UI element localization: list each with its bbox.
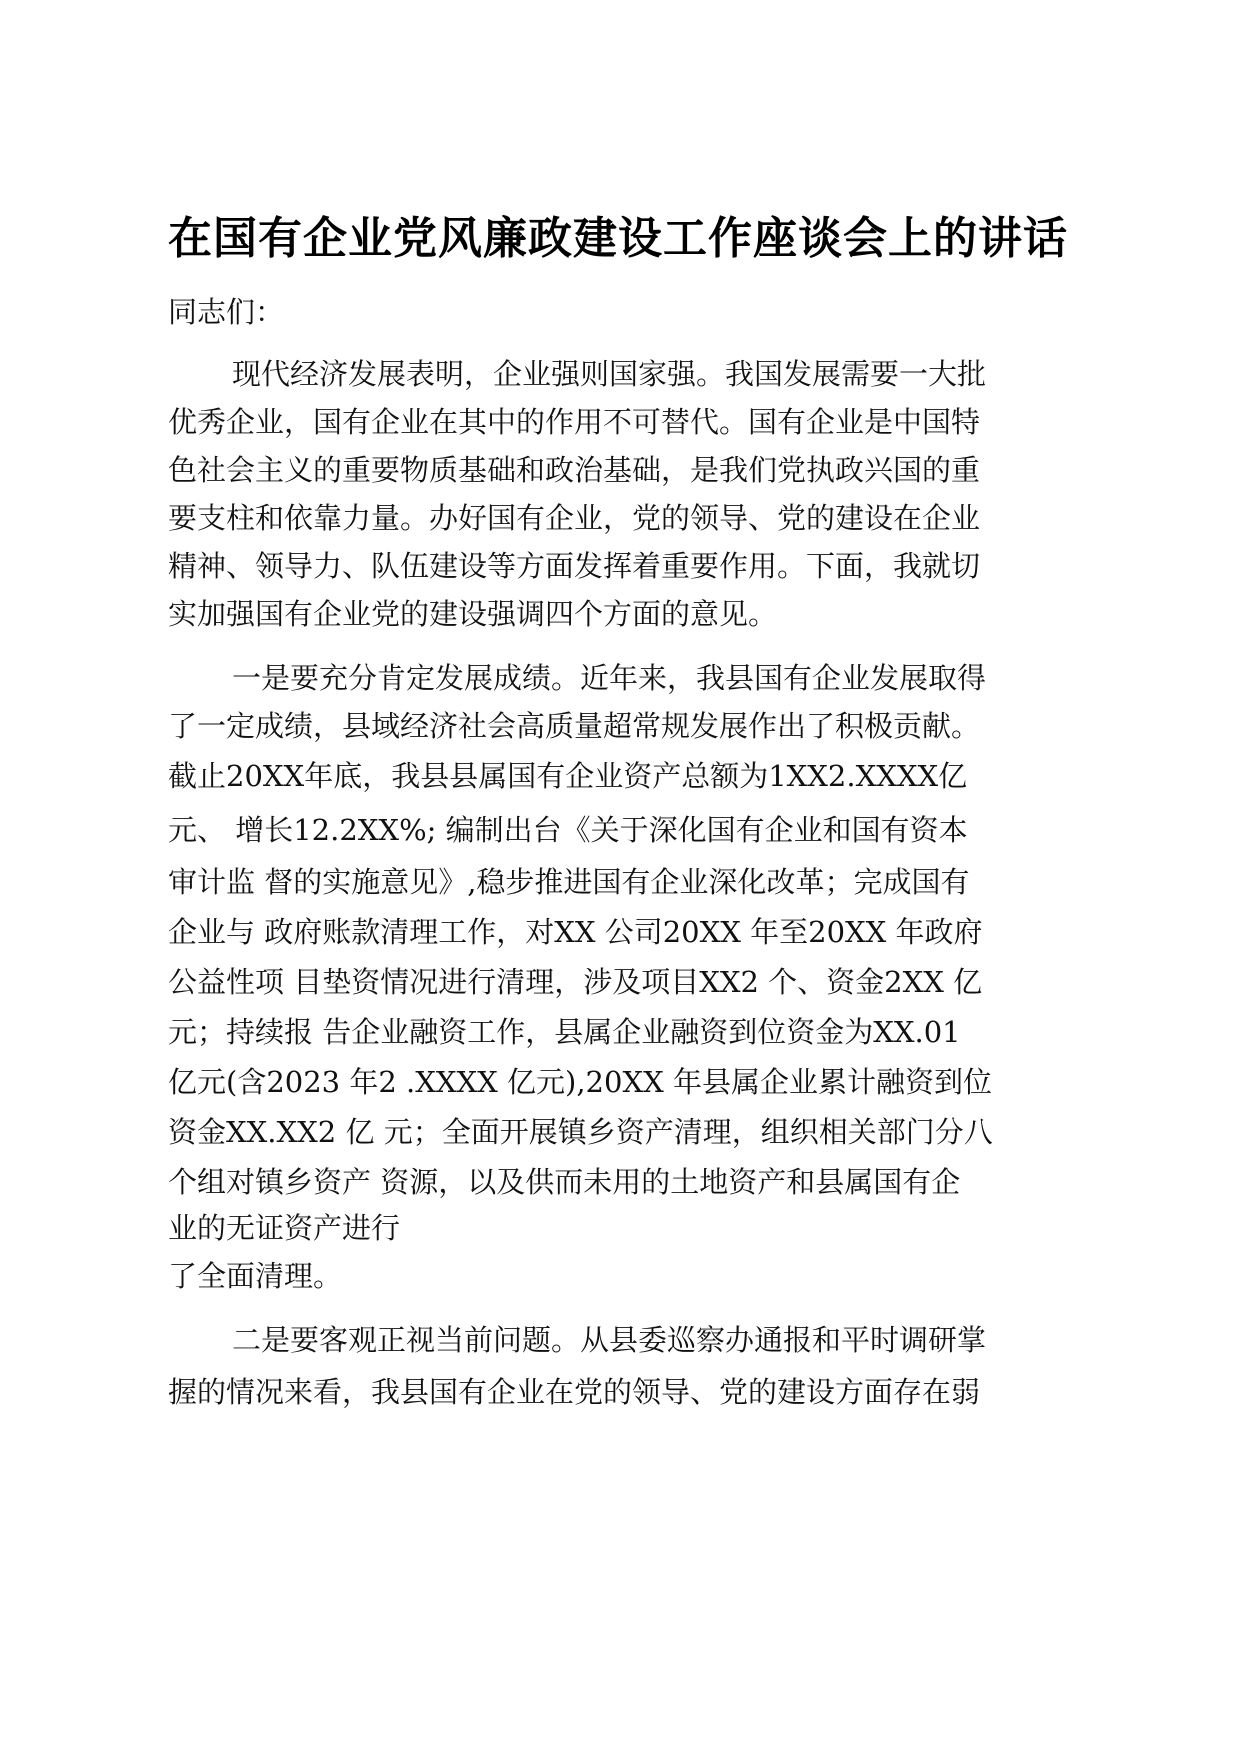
- paragraph-1-line-4: 要支柱和依靠力量。办好国有企业，党的领导、党的建设在企业: [168, 501, 981, 535]
- paragraph-3-line-1: 二是要客观正视当前问题。从县委巡察办通报和平时调研掌: [232, 1323, 987, 1357]
- paragraph-2-line-5: 审计监 督的实施意见》,稳步推进国有企业深化改革；完成国有: [168, 865, 970, 899]
- paragraph-2-line-2: 了一定成绩，县域经济社会高质量超常规发展作出了积极贡献。: [168, 709, 981, 743]
- paragraph-2-line-9: 亿元(含2023 年2 .XXXX 亿元),20XX 年县属企业累计融资到位: [168, 1065, 992, 1099]
- paragraph-1-line-3: 色社会主义的重要物质基础和政治基础，是我们党执政兴国的重: [168, 453, 981, 487]
- paragraph-2-line-1: 一是要充分肯定发展成绩。近年来，我县国有企业发展取得: [232, 661, 987, 695]
- paragraph-2-line-7: 公益性项 目垫资情况进行清理，涉及项目XX2 个、资金2XX 亿: [168, 965, 983, 999]
- paragraph-2-line-13: 了全面清理。: [168, 1259, 343, 1293]
- paragraph-1-line-6: 实加强国有企业党的建设强调四个方面的意见。: [168, 597, 778, 631]
- paragraph-2-line-11: 个组对镇乡资产 资源，以及供而未用的土地资产和县属国有企: [168, 1165, 961, 1199]
- salutation: 同志们：: [168, 295, 285, 329]
- paragraph-1-line-5: 精神、领导力、队伍建设等方面发挥着重要作用。下面，我就切: [168, 549, 981, 583]
- document-title: 在国有企业党风廉政建设工作座谈会上的讲话: [168, 213, 1068, 264]
- paragraph-1-line-2: 优秀企业，国有企业在其中的作用不可替代。国有企业是中国特: [168, 405, 981, 439]
- paragraph-1-line-1: 现代经济发展表明，企业强则国家强。我国发展需要一大批: [232, 357, 987, 391]
- paragraph-2-line-3: 截止20XX年底，我县县属国有企业资产总额为1XX2.XXXX亿: [168, 759, 968, 793]
- paragraph-2-line-6: 企业与 政府账款清理工作，对XX 公司20XX 年至20XX 年政府: [168, 915, 983, 949]
- paragraph-2-line-12: 业的无证资产进行: [168, 1211, 401, 1245]
- paragraph-3-line-2: 握的情况来看，我县国有企业在党的领导、党的建设方面存在弱: [168, 1375, 981, 1409]
- paragraph-2-line-8: 元；持续报 告企业融资工作，县属企业融资到位资金为XX.01: [168, 1015, 961, 1049]
- paragraph-2-line-10: 资金XX.XX2 亿 元；全面开展镇乡资产清理，组织相关部门分八: [168, 1115, 993, 1149]
- paragraph-2-line-4: 元、 增长12.2XX%; 编制出台《关于深化国有企业和国有资本: [168, 813, 968, 847]
